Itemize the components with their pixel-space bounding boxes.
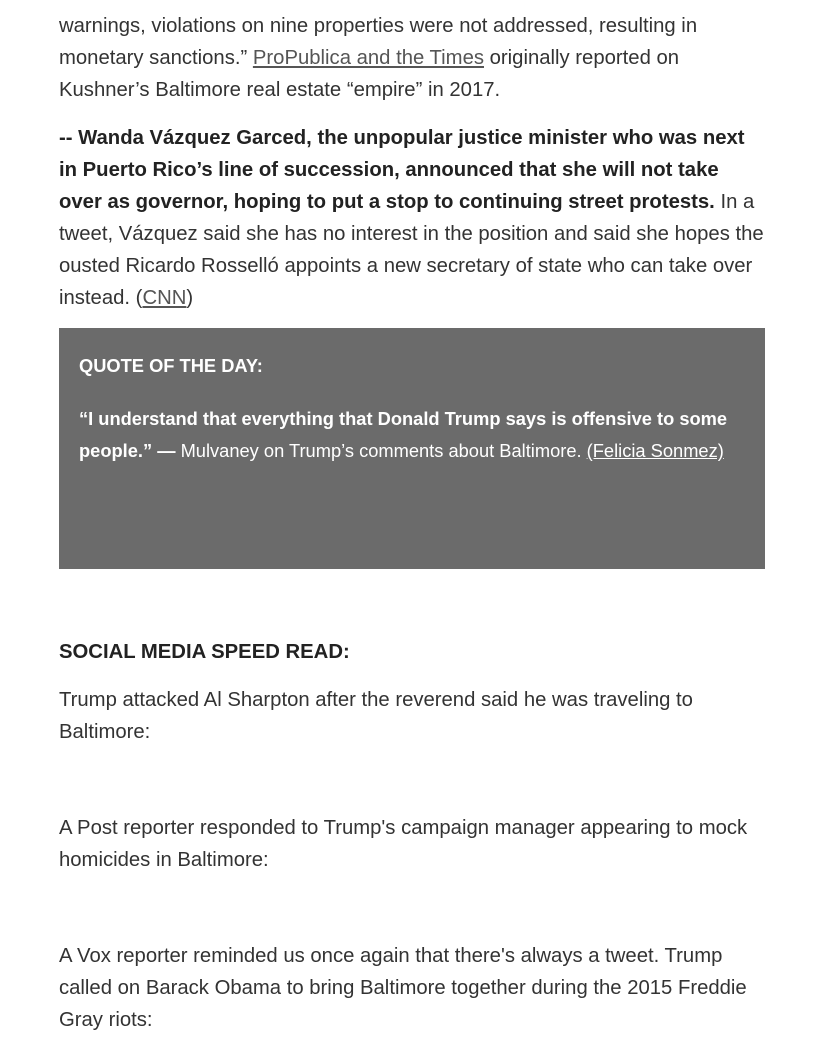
social-media-heading: SOCIAL MEDIA SPEED READ: [59,641,350,663]
kushner-paragraph [59,10,767,106]
propublica-times-link[interactable]: ProPublica and the Times [252,47,484,69]
cnn-link[interactable]: CNN [142,287,187,309]
paragraph-text: In a tweet, Vázquez said she has no interest in the position and said she hopes the ousted Ricardo Rosselló appoints a new secretary of state who can take over instead. ( [59,191,764,309]
social-item: A Vox reporter reminded us once again that there's always a tweet. Trump called on Barack Obama to bring Baltimore together during the 2015 Freddie Gray riots: [59,945,747,1031]
quote-text: “I understand that everything that Donald Trump says is offensive to some people.” — [79,408,728,461]
quote-heading: QUOTE OF THE DAY: [79,355,263,376]
paragraph-text: ) [186,287,194,309]
paragraph-text: warnings, violations on nine properties were not addressed, resulting in monetary sanctions.” [59,15,698,69]
felicia-sonmez-link[interactable]: (Felicia Sonmez) [586,440,724,461]
vazquez-paragraph [59,122,767,314]
paragraph-text: originally reported on Kushner’s Baltimore real estate “empire” in 2017. [59,47,680,101]
paragraph-lead: -- Wanda Vázquez Garced, the unpopular justice minister who was next in Puerto Rico’s line of succession, announced that she will not take over as governor, hoping to put a stop to continuing street protests. [59,127,745,213]
social-item: Trump attacked Al Sharpton after the reverend said he was traveling to Baltimore: [59,689,693,743]
quote-body [79,403,745,467]
quote-attribution: Mulvaney on Trump’s comments about Baltimore. [175,440,587,461]
quote-of-the-day-box [59,328,765,569]
social-item: A Post reporter responded to Trump's campaign manager appearing to mock homicides in Baltimore: [59,817,748,871]
